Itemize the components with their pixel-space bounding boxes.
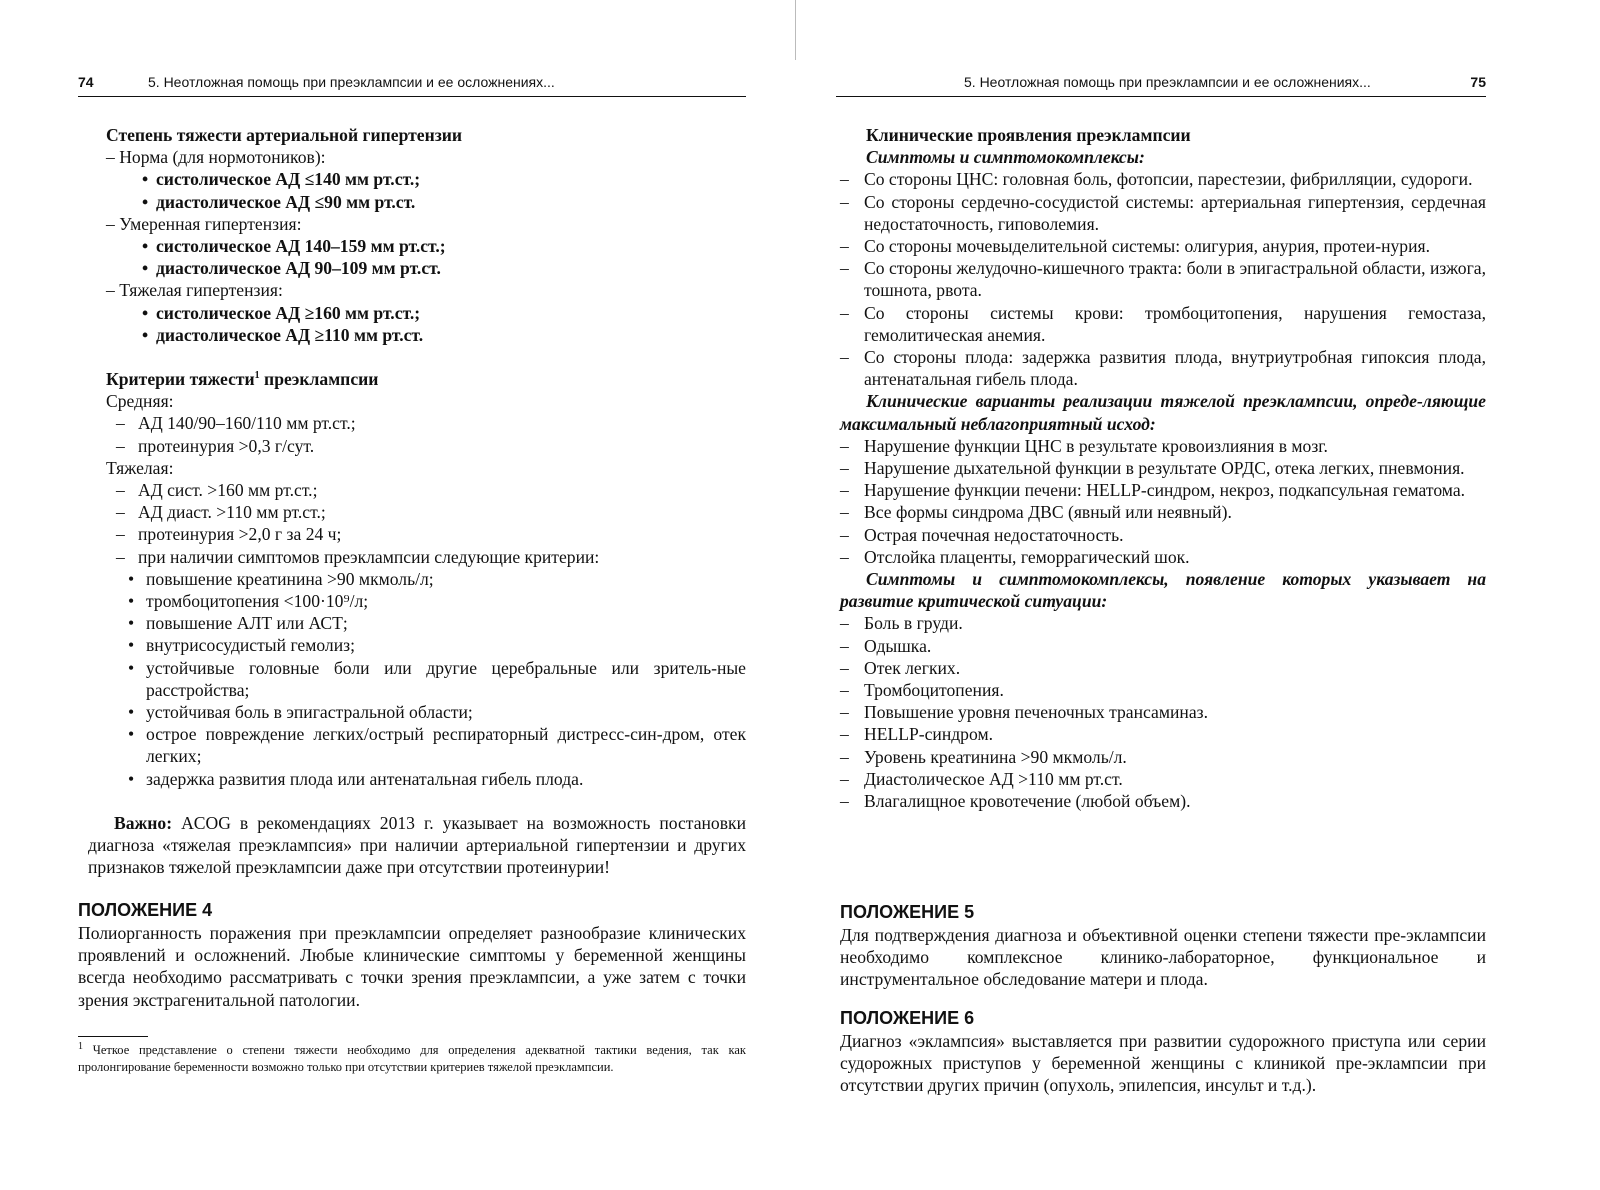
critical-item: – Одышка. <box>840 635 1486 657</box>
position-5-block <box>840 900 1486 991</box>
norm-item: • систолическое АД ≤140 мм рт.ст.; <box>88 168 746 190</box>
critical-item: – Уровень креатинина >90 мкмоль/л. <box>840 746 1486 768</box>
right-page <box>800 0 1600 1190</box>
sub-criterion: • повышение АЛТ или АСТ; <box>88 612 746 634</box>
position-4-block <box>78 898 746 1011</box>
footnote-rule <box>78 1036 148 1037</box>
heavy-item: – при наличии симптомов преэклампсии следующие критерии: <box>88 546 746 568</box>
sub-criterion: • устойчивые головные боли или другие церебральные или зритель-ные расстройства; <box>88 657 746 701</box>
clinical-heading: Клинические проявления преэклампсии <box>866 125 1191 145</box>
critical-item: – Диастолическое АД >110 мм рт.ст. <box>840 768 1486 790</box>
symptom-item: – Со стороны мочевыделительной системы: олигурия, анурия, протеи-нурия. <box>840 235 1486 257</box>
symptoms-subheading: Симптомы и симптомокомплексы: <box>866 147 1145 168</box>
moderate-item: • диастолическое АД 90–109 мм рт.ст. <box>88 257 746 279</box>
left-page <box>0 0 790 1190</box>
position-6-heading: ПОЛОЖЕНИЕ 6 <box>840 1008 975 1028</box>
variant-item: – Нарушение функции печени: HELLP-синдром, некроз, подкапсульная гематома. <box>840 479 1486 501</box>
critical-subheading: Симптомы и симптомокомплексы, появление которых указывает на развитие критической ситуации: <box>840 569 1486 612</box>
critical-item: – Отек легких. <box>840 657 1486 679</box>
footnote-text: Четкое представление о степени тяжести необходимо для определения адекватной тактики ведения, так как пролонгирование беременности возможно только при отсутствии критериев тяжелой преэклампсии. <box>78 1043 746 1074</box>
symptom-item: – Со стороны плода: задержка развития плода, внутриутробная гипоксия плода, антенатальная гибель плода. <box>840 346 1486 390</box>
heavy-label: Тяжелая: <box>106 457 174 478</box>
left-header-rule <box>78 96 746 97</box>
sub-criterion: • тромбоцитопения <100·10⁹/л; <box>88 590 746 612</box>
severe-label: – Тяжелая гипертензия: <box>106 280 283 301</box>
sub-criterion: • острое повреждение легких/острый респираторный дистресс-син-дром, отек легких; <box>88 723 746 767</box>
medium-label: Средняя: <box>106 391 174 412</box>
left-running-head <box>78 74 746 96</box>
footnote-ref: 1 <box>254 370 260 382</box>
symptom-item: – Со стороны ЦНС: головная боль, фотопсии, парестезии, фибрилляции, судороги. <box>840 168 1486 190</box>
right-column <box>840 124 1486 812</box>
position-5-text: Для подтверждения диагноза и объективной оценки степени тяжести пре-эклампсии необходимо комплексное клинико-лабораторное, функциональное и инструментальное обследование матери и плода. <box>840 925 1486 990</box>
heavy-item: – протеинурия >2,0 г за 24 ч; <box>88 523 746 545</box>
position-4-text: Полиорганность поражения при преэклампсии определяет разнообразие клинических проявлений и осложнений. Любые клинические симптомы у беременной женщины всегда необходимо рассматривать с точки зрения преэклампсии, а уже затем с точки зрения экстрагенитальной патологии. <box>78 923 746 1010</box>
norm-item: • диастолическое АД ≤90 мм рт.ст. <box>88 191 746 213</box>
variant-item: – Отслойка плаценты, геморрагический шок. <box>840 546 1486 568</box>
footnote: $^1$ Четкое представление о степени тяжести необходимо для определения адекватной тактики ведения, так как пролонгирование беременности возможно только при отсутствии критериев тяжелой преэклампсии. <box>78 1040 746 1074</box>
variant-item: – Все формы синдрома ДВС (явный или неявный). <box>840 501 1486 523</box>
left-running-head-text: 5. Неотложная помощь при преэклампсии и ее осложнениях... <box>148 74 555 90</box>
medium-item: – АД 140/90–160/110 мм рт.ст.; <box>88 412 746 434</box>
symptom-item: – Со стороны желудочно-кишечного тракта: боли в эпигастральной области, изжога, тошнота, рвота. <box>840 257 1486 301</box>
book-gutter-line <box>795 0 796 60</box>
symptom-item: – Со стороны сердечно-сосудистой системы: артериальная гипертензия, сердечная недостаточность, гиповолемия. <box>840 191 1486 235</box>
medium-item: – протеинурия >0,3 г/сут. <box>88 435 746 457</box>
position-6-text: Диагноз «эклампсия» выставляется при развитии судорожного приступа или серии судорожных приступов у беременной женщины с клиникой пре-эклампсии при отсутствии других причин (опухоль, эпилепсия, инсульт и т.д.). <box>840 1031 1486 1096</box>
left-page-number: 74 <box>78 74 94 90</box>
symptom-item: – Со стороны системы крови: тромбоцитопения, нарушения гемостаза, гемолитическая анемия. <box>840 302 1486 346</box>
critical-item: – Влагалищное кровотечение (любой объем). <box>840 790 1486 812</box>
criteria-heading: Критерии тяжести$^1$ преэклампсии <box>106 369 379 390</box>
important-paragraph: Важно: ACOG в рекомендациях 2013 г. указывает на возможность постановки диагноза «тяжелая преэклампсия» при наличии артериальной гипертензии и других признаков тяжелой преэклампсии даже при отсутствии протеинурии! <box>88 812 746 878</box>
critical-item: – Повышение уровня печеночных трансаминаз. <box>840 701 1486 723</box>
severe-item: • диастолическое АД ≥110 мм рт.ст. <box>88 324 746 346</box>
position-4-heading: ПОЛОЖЕНИЕ 4 <box>78 900 213 920</box>
variant-item: – Острая почечная недостаточность. <box>840 524 1486 546</box>
sub-criterion: • устойчивая боль в эпигастральной области; <box>88 701 746 723</box>
severe-item: • систолическое АД ≥160 мм рт.ст.; <box>88 302 746 324</box>
moderate-item: • систолическое АД 140–159 мм рт.ст.; <box>88 235 746 257</box>
critical-item: – HELLP-синдром. <box>840 723 1486 745</box>
sub-criterion: • внутрисосудистый гемолиз; <box>88 634 746 656</box>
critical-item: – Боль в груди. <box>840 612 1486 634</box>
moderate-label: – Умеренная гипертензия: <box>106 213 302 234</box>
critical-item: – Тромбоцитопения. <box>840 679 1486 701</box>
sub-criterion: • задержка развития плода или антенатальная гибель плода. <box>88 768 746 790</box>
htn-severity-heading: Степень тяжести артериальной гипертензии <box>106 125 463 145</box>
right-page-number: 75 <box>1470 74 1486 90</box>
right-header-rule <box>836 96 1486 97</box>
norm-label: – Норма (для нормотоников): <box>106 147 326 168</box>
right-running-head-text: 5. Неотложная помощь при преэклампсии и ее осложнениях... <box>964 74 1371 90</box>
right-running-head <box>836 74 1486 96</box>
left-column <box>88 124 746 893</box>
variant-item: – Нарушение дыхательной функции в результате ОРДС, отека легких, пневмония. <box>840 457 1486 479</box>
sub-criterion: • повышение креатинина >90 мкмоль/л; <box>88 568 746 590</box>
variants-subheading: Клинические варианты реализации тяжелой преэклампсии, опреде-ляющие максимальный неблагоприятный исход: <box>840 391 1486 434</box>
important-label: Важно: <box>114 812 173 833</box>
heavy-item: – АД диаст. >110 мм рт.ст.; <box>88 501 746 523</box>
heavy-item: – АД сист. >160 мм рт.ст.; <box>88 479 746 501</box>
variant-item: – Нарушение функции ЦНС в результате кровоизлияния в мозг. <box>840 435 1486 457</box>
position-6-block <box>840 1006 1486 1097</box>
position-5-heading: ПОЛОЖЕНИЕ 5 <box>840 902 975 922</box>
